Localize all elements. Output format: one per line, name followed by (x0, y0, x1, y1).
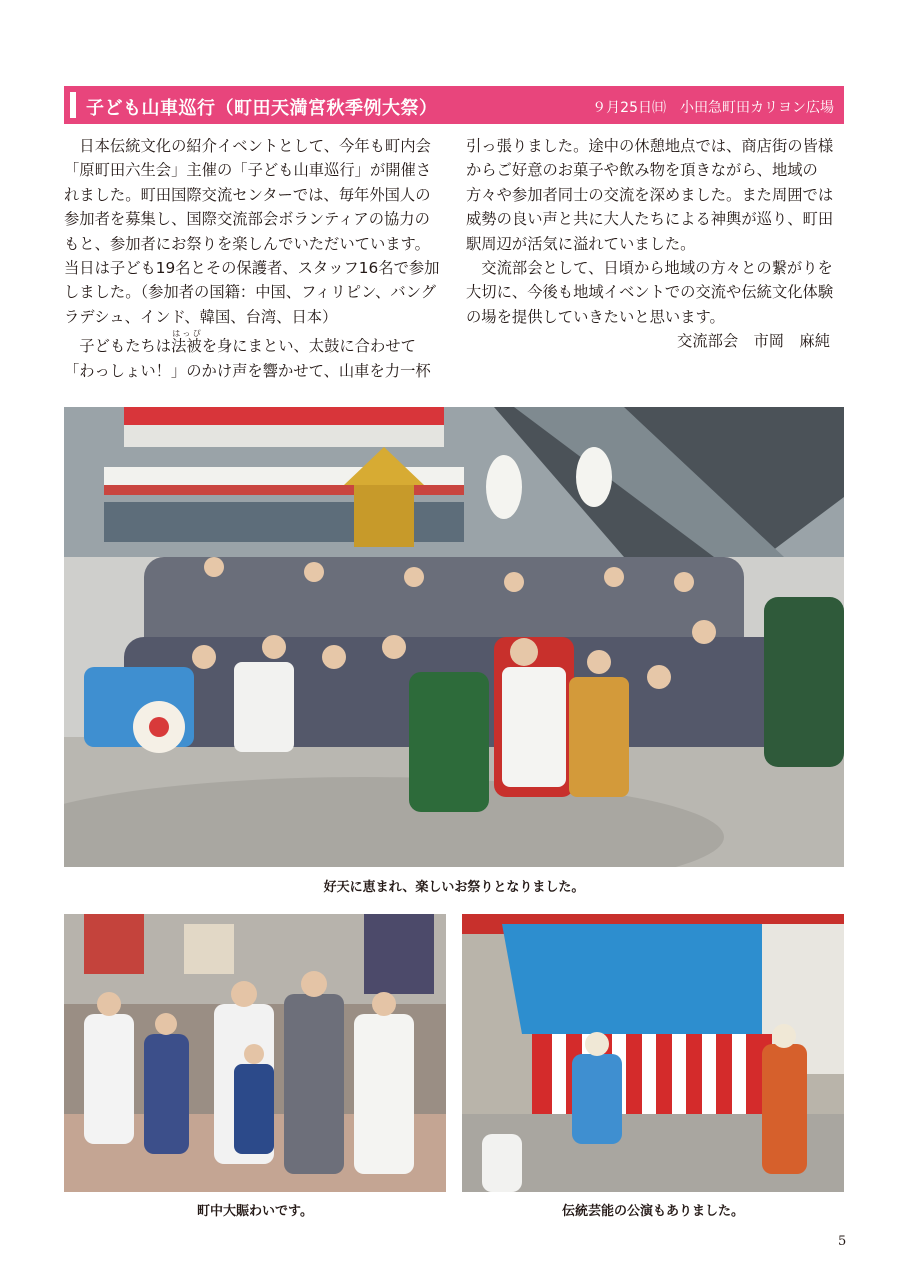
event-date-place: ９月25日㈰ 小田急町田カリヨン広場 (592, 100, 834, 116)
article-column-right (466, 134, 844, 354)
article-paragraph: 子どもたちは法被はっぴを身にまとい、太鼓に合わせて「わっしょい！」のかけ声を響かせて、山車を力一杯 (64, 329, 431, 380)
page-number: 5 (838, 1234, 847, 1249)
article-paragraph: 日本伝統文化の紹介イベントとして、今年も町内会「原町田六生会」主催の「子ども山車巡行」が開催されました。町田国際交流センターでは、毎年外国人の参加者を募集し、国際交流部会ボランティアの協力のもと、参加者にお祭りを楽しんでいただいています。当日は子ども19名とその保護者、スタッフ16名で参加しました。（参加者の国籍：中国、フィリピン、バングラデシュ、インド、韓国、台湾、日本） (64, 137, 440, 326)
section-title: 子ども山車巡行（町田天満宮秋季例大祭） (86, 98, 438, 119)
section-header (64, 86, 844, 124)
street-parade-photo (64, 914, 446, 1192)
main-group-photo (64, 407, 844, 867)
left-photo-caption: 町中大賑わいです。 (197, 1204, 313, 1219)
right-photo-caption: 伝統芸能の公演もありました。 (561, 1204, 744, 1219)
article-signature: 交流部会 市岡 麻純 (677, 332, 830, 351)
article-paragraph: 交流部会として、日頃から地域の方々との繋がりを大切に、今後も地域イベントでの交流や伝統文化体験の場を提供していきたいと思います。 (466, 259, 834, 326)
header-accent-bar (70, 92, 76, 118)
main-photo-caption: 好天に恵まれ、楽しいお祭りとなりました。 (323, 880, 585, 895)
article-paragraph: 引っ張りました。途中の休憩地点では、商店街の皆様からご好意のお菓子や飲み物を頂きながら、地域の方々や参加者同士の交流を深めました。また周囲では威勢の良い声と共に大人たちによる神輿が巡り、町田駅周辺が活気に溢れていました。 (466, 137, 834, 253)
happi-ruby: 法被はっぴ (171, 329, 202, 356)
traditional-performance-photo (462, 914, 844, 1192)
article-column-left (64, 134, 442, 383)
